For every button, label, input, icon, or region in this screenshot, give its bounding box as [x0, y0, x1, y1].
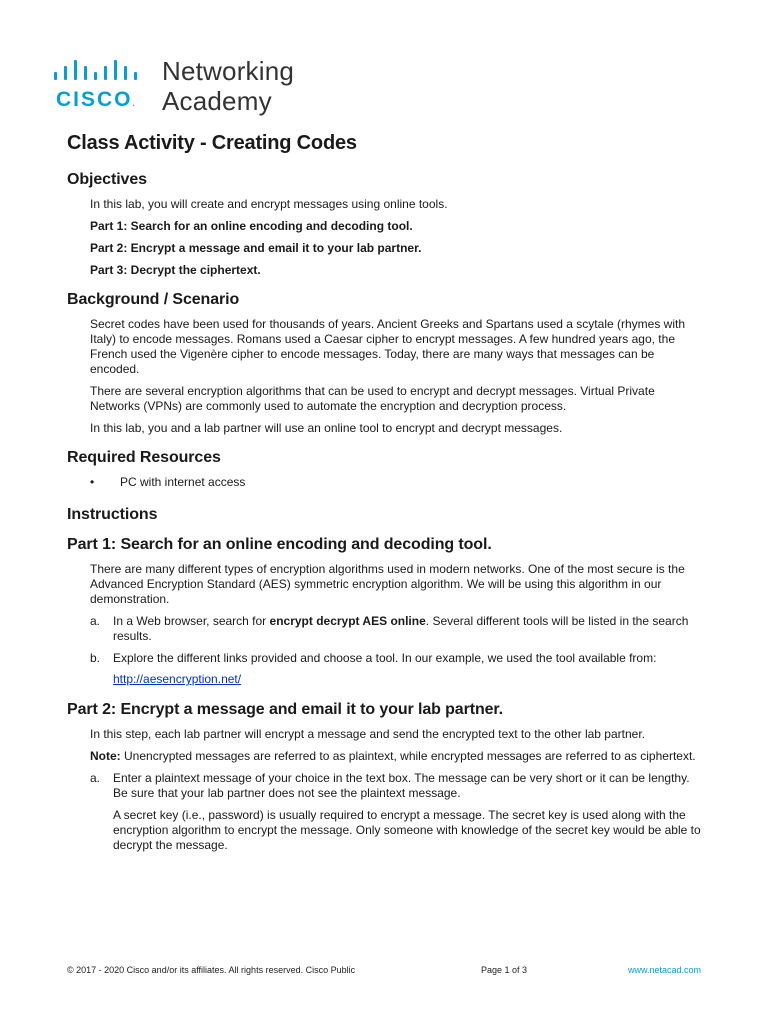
- copyright-text: © 2017 - 2020 Cisco and/or its affiliates. All rights reserved. Cisco Public: [67, 965, 356, 975]
- background-body: [67, 317, 707, 436]
- objectives-intro: In this lab, you will create and encrypt messages using online tools.: [90, 197, 448, 211]
- cisco-networking-academy-logo: [54, 58, 314, 118]
- objective-part-3: Part 3: Decrypt the ciphertext.: [90, 263, 261, 277]
- step-marker: b.: [90, 651, 101, 665]
- aesencryption-link[interactable]: http://aesencryption.net/: [113, 672, 242, 686]
- brand-line-academy: Academy: [162, 86, 272, 116]
- page-number: Page 1 of 3: [481, 965, 528, 975]
- cisco-wordmark: CISCO.: [56, 88, 137, 111]
- part2-intro: In this step, each lab partner will encrypt a message and send the encrypted text to the other lab partner.: [90, 727, 645, 741]
- background-paragraph: There are several encryption algorithms that can be used to encrypt and decrypt messages. Virtual Private Networks (VPNs) are commonly used to automate the encryption and decryption process.: [90, 384, 655, 413]
- resource-item: [67, 475, 707, 490]
- resources-heading: Required Resources: [67, 449, 221, 466]
- objective-part-1: Part 1: Search for an online encoding and decoding tool.: [90, 219, 413, 233]
- background-paragraph: Secret codes have been used for thousands of years. Ancient Greeks and Spartans used a scytale (rhymes with Italy) to encode messages. Romans used a Caesar cipher to encrypt messages. A few hundred years ago, the French used the Vigenère cipher to encode messages. Today, there are many ways that messages can be encoded.: [90, 317, 685, 376]
- step-marker: a.: [90, 614, 101, 628]
- step-extra: A secret key (i.e., password) is usually required to encrypt a message. The secret key is used along with the encryption algorithm to encrypt the message. Only someone with knowledge of the secret key would be able to decrypt the message.: [113, 808, 701, 852]
- document-content: [67, 132, 707, 853]
- part2-note: [90, 749, 707, 764]
- netacad-link[interactable]: www.netacad.com: [627, 965, 701, 975]
- part2-body: [67, 727, 707, 764]
- instructions-heading: Instructions: [67, 506, 158, 523]
- step-text: In a Web browser, search for encrypt decrypt AES online. Several different tools will be listed in the search results.: [113, 614, 689, 643]
- part2-steps: [67, 771, 707, 853]
- step-text: Enter a plaintext message of your choice in the text box. The message can be very short or it can be lengthy. Be sure that your lab partner does not see the plaintext message.: [113, 771, 690, 800]
- list-item: [90, 771, 707, 801]
- resource-item-label: PC with internet access: [120, 475, 246, 489]
- step-text: Explore the different links provided and choose a tool. In our example, we used the tool available from:: [113, 651, 657, 665]
- part1-intro-block: [67, 562, 707, 607]
- objectives-heading: Objectives: [67, 171, 147, 188]
- cisco-bars-icon: [54, 60, 146, 80]
- page-title: Class Activity - Creating Codes: [67, 132, 357, 154]
- background-heading: Background / Scenario: [67, 291, 240, 308]
- objectives-body: [67, 197, 707, 278]
- note-label: Note:: [90, 749, 121, 763]
- note-text: Unencrypted messages are referred to as plaintext, while encrypted messages are referred to as ciphertext.: [120, 749, 696, 763]
- part1-steps: [67, 614, 707, 687]
- objective-part-2: Part 2: Encrypt a message and email it to your lab partner.: [90, 241, 422, 255]
- part1-heading: Part 1: Search for an online encoding and decoding tool.: [67, 536, 492, 553]
- brand-line-networking: Networking: [162, 56, 295, 86]
- step-marker: a.: [90, 771, 101, 785]
- background-paragraph: In this lab, you and a lab partner will use an online tool to encrypt and decrypt messages.: [90, 421, 563, 435]
- part2-heading: Part 2: Encrypt a message and email it to your lab partner.: [67, 701, 504, 718]
- list-item: [90, 614, 707, 644]
- list-item: [90, 651, 707, 666]
- link-container: [90, 672, 707, 687]
- part1-intro: There are many different types of encryption algorithms used in modern networks. One of the most secure is the Advanced Encryption Standard (AES) symmetric encryption algorithm. We will be using this algorithm in our demonstration.: [90, 562, 685, 606]
- bullet-icon: •: [90, 475, 95, 489]
